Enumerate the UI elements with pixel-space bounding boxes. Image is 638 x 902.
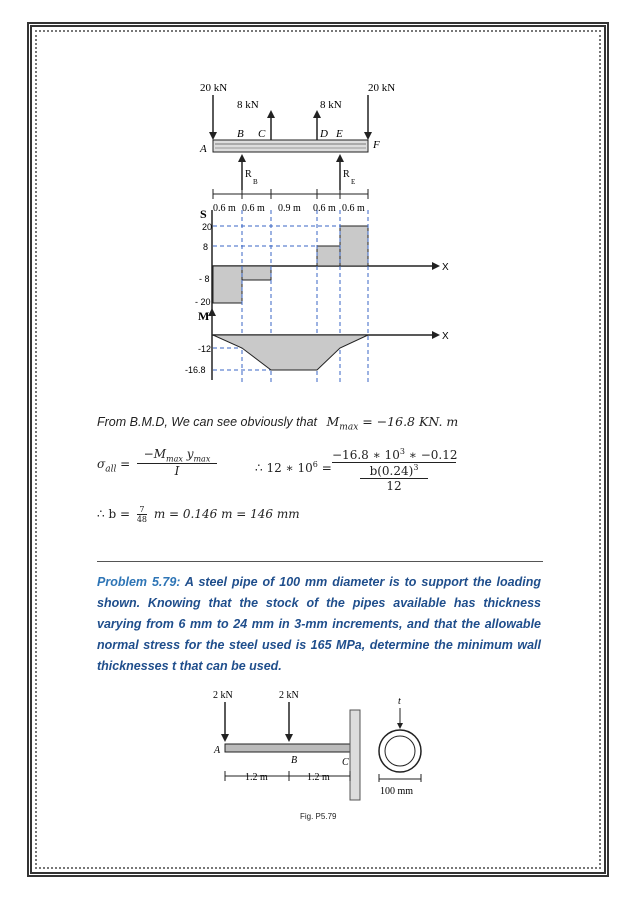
reaction-label: B	[253, 178, 258, 186]
cantilever-pipe-figure	[205, 688, 435, 806]
spacing-label: 0.6 m	[342, 203, 365, 214]
spacing-label: 0.6 m	[242, 203, 265, 214]
spacing-label: 0.6 m	[313, 203, 336, 214]
point-label: F	[373, 139, 380, 151]
bmd-tick: -12	[198, 344, 212, 354]
section-divider	[97, 561, 543, 562]
wall	[350, 710, 360, 800]
sfd-tick: 8	[203, 242, 209, 252]
load-label: 20 kN	[200, 82, 228, 94]
bmd-axis-label: M	[198, 309, 210, 323]
point-label: B	[291, 755, 298, 766]
spacing-label: 1.2 m	[245, 772, 268, 783]
sfd-tick: - 20	[195, 297, 211, 307]
figure-caption: Fig. P5.79	[300, 812, 337, 821]
point-label: D	[320, 128, 328, 140]
point-label: E	[336, 128, 343, 140]
bmd-tick: -16.8	[185, 365, 206, 375]
spacing-label: 0.6 m	[213, 203, 236, 214]
point-label: A	[200, 143, 207, 155]
sfd-tick: 20	[202, 222, 213, 232]
spacing-label: 0.9 m	[278, 203, 301, 214]
reaction-label: R	[245, 169, 252, 180]
diameter-label: 100 mm	[380, 786, 414, 797]
sfd-axis-label: S	[200, 207, 207, 221]
load-label: 8 kN	[320, 99, 342, 111]
load-label: 8 kN	[237, 99, 259, 111]
problem-number: Problem 5.79:	[97, 575, 181, 589]
beam-sfd-bmd-figure	[180, 80, 460, 390]
pipe-beam	[225, 744, 350, 752]
x-axis-label: X	[442, 331, 449, 342]
problem-body: A steel pipe of 100 mm diameter is to support the loading shown. Knowing that the stock of the pipes available has thickness varying from 6 mm to 24 mm in 3-mm increments, and that the allowable normal stress for the steel used is 165 MPa, determine the minimum wall thicknesses t that can be used.	[97, 575, 541, 673]
beam	[213, 140, 368, 152]
point-label: A	[214, 745, 221, 756]
spacing-label: 1.2 m	[307, 772, 330, 783]
bmd-statement: From B.M.D, We can see obviously that $M_{max} = -16.8$ KN. m	[97, 414, 459, 433]
load-label: 2 kN	[213, 690, 233, 701]
problem-statement	[97, 572, 541, 677]
point-label: B	[237, 128, 244, 140]
thickness-label: t	[398, 696, 401, 707]
load-label: 20 kN	[368, 82, 396, 94]
b-result: ∴ b = $\frac{7}{48}$ m = 0.146 m = 146 mm	[97, 505, 300, 524]
load-label: 2 kN	[279, 690, 299, 701]
sfd-tick: - 8	[199, 274, 210, 284]
point-label: C	[258, 128, 266, 140]
reaction-label: R	[343, 169, 350, 180]
point-label: C	[342, 757, 349, 768]
reaction-label: E	[351, 178, 356, 186]
x-axis-label: X	[442, 262, 449, 273]
